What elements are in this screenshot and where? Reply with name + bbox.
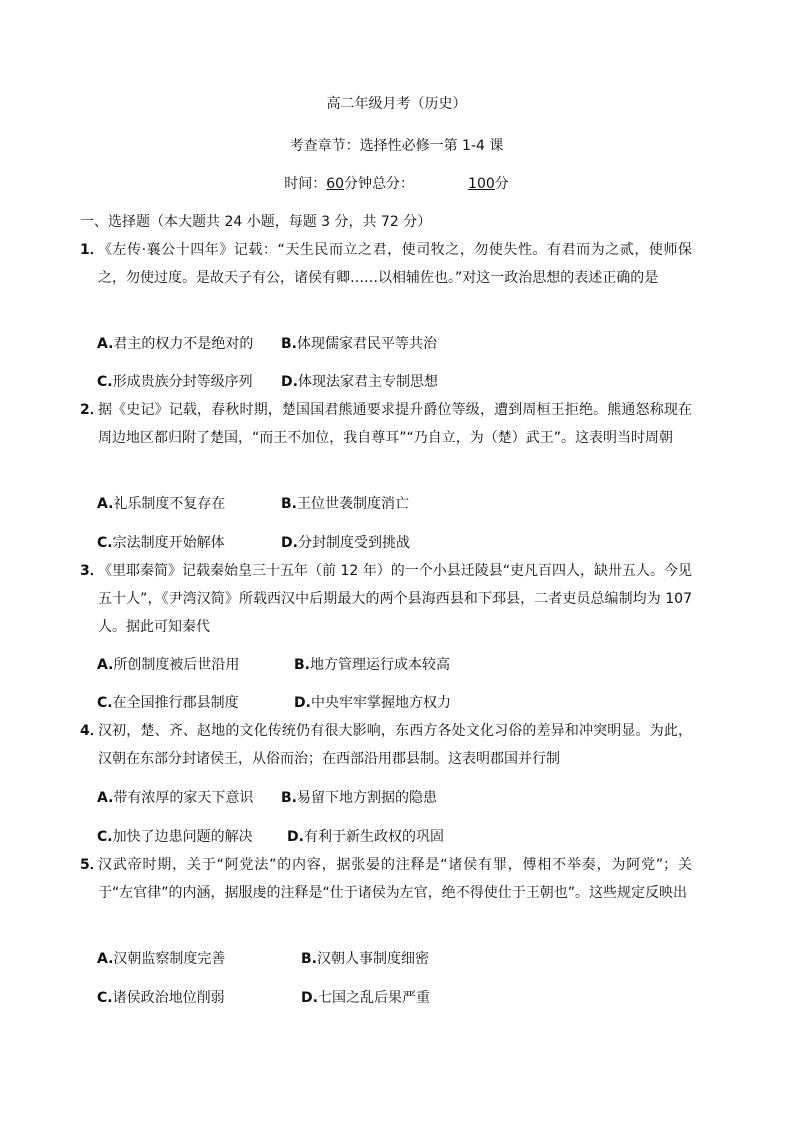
score-value: 100 [468,176,495,192]
question-text: 据《史记》记载，春秋时期，楚国国君熊通要求提升爵位等级，遭到周桓王拒绝。熊通怒称现在周边地区都归附了楚国，“而王不加位，我自尊耳”“乃自立，为（楚）武王”。这表明当时周朝 [98,402,692,446]
time-unit: 分钟总分： [344,176,415,192]
option-a: A.礼乐制度不复存在 [97,496,226,512]
option-a: A.汉朝监察制度完善 [97,951,226,967]
option-d: D.有利于新生政权的巩固 [287,829,444,845]
score-unit: 分 [494,176,509,192]
option-c: C.加快了边患问题的解决 [97,829,253,845]
option-c: C.宗法制度开始解体 [97,535,225,551]
option-d: D.分封制度受到挑战 [281,535,410,551]
question-1 [80,236,692,292]
option-c: C.形成贵族分封等级序列 [97,374,253,390]
question-text: 汉初，楚、齐、赵地的文化传统仍有很大影响，东西方各处文化习俗的差异和冲突明显。为此，汉朝在东部分封诸侯王，从俗而治；在西部沿用郡县制。这表明郡国并行制 [98,723,692,767]
question-number: 5． [80,857,104,873]
option-b: B.体现儒家君民平等共治 [281,336,437,352]
option-a: A.带有浓厚的家天下意识 [97,790,254,806]
page-subtitle: 考查章节：选择性必修一第 1-4 课 [289,138,504,154]
option-b: B.汉朝人事制度细密 [301,951,429,967]
question-text: 《里耶秦简》记载秦始皇三十五年（前 12 年）的一个小县迁陵县“吏凡百四人，缺卅五人。今见五十人”，《尹湾汉简》所载西汉中后期最大的两个县海西县和下邳县，二者吏员总编制均为 107 人。据此可知秦代 [98,563,692,635]
option-d: D.七国之乱后果严重 [301,990,430,1006]
question-number: 3． [80,563,104,579]
question-2 [80,396,692,452]
option-d: D.中央牢牢掌握地方权力 [294,695,451,711]
option-c: C.诸侯政治地位削弱 [97,990,225,1006]
option-b: B.王位世袭制度消亡 [281,496,409,512]
option-c: C.在全国推行郡县制度 [97,695,239,711]
question-5 [80,851,692,907]
option-b: B.易留下地方割据的隐患 [281,790,437,806]
option-a: A.所创制度被后世沿用 [97,657,240,673]
option-a: A.君主的权力不是绝对的 [97,336,254,352]
option-b: B.地方管理运行成本较高 [294,657,450,673]
section-header: 一、选择题（本大题共 24 小题，每题 3 分，共 72 分） [80,214,432,230]
question-text: 汉武帝时期，关于“阿党法”的内容，据张晏的注释是“诸侯有罪，傅相不举奏，为阿党”；关于“左官律”的内涵，据服虔的注释是“仕于诸侯为左官，绝不得使仕于王朝也”。这些规定反映出 [98,857,692,901]
time-score-line [0,174,793,194]
option-d: D.体现法家君主专制思想 [281,374,438,390]
time-value: 60 [326,176,345,192]
question-3 [80,557,692,641]
page-title: 高二年级月考（历史） [326,96,467,112]
time-label: 时间： [284,176,327,192]
question-number: 4． [80,723,104,739]
question-number: 1． [80,242,104,258]
question-text: 《左传·襄公十四年》记载：“天生民而立之君，使司牧之，勿使失性。有君而为之贰，使师保之，勿使过度。是故天子有公，诸侯有卿……以相辅佐也。”对这一政治思想的表述正确的是 [98,242,692,286]
question-number: 2． [80,402,104,418]
question-4 [80,717,692,773]
